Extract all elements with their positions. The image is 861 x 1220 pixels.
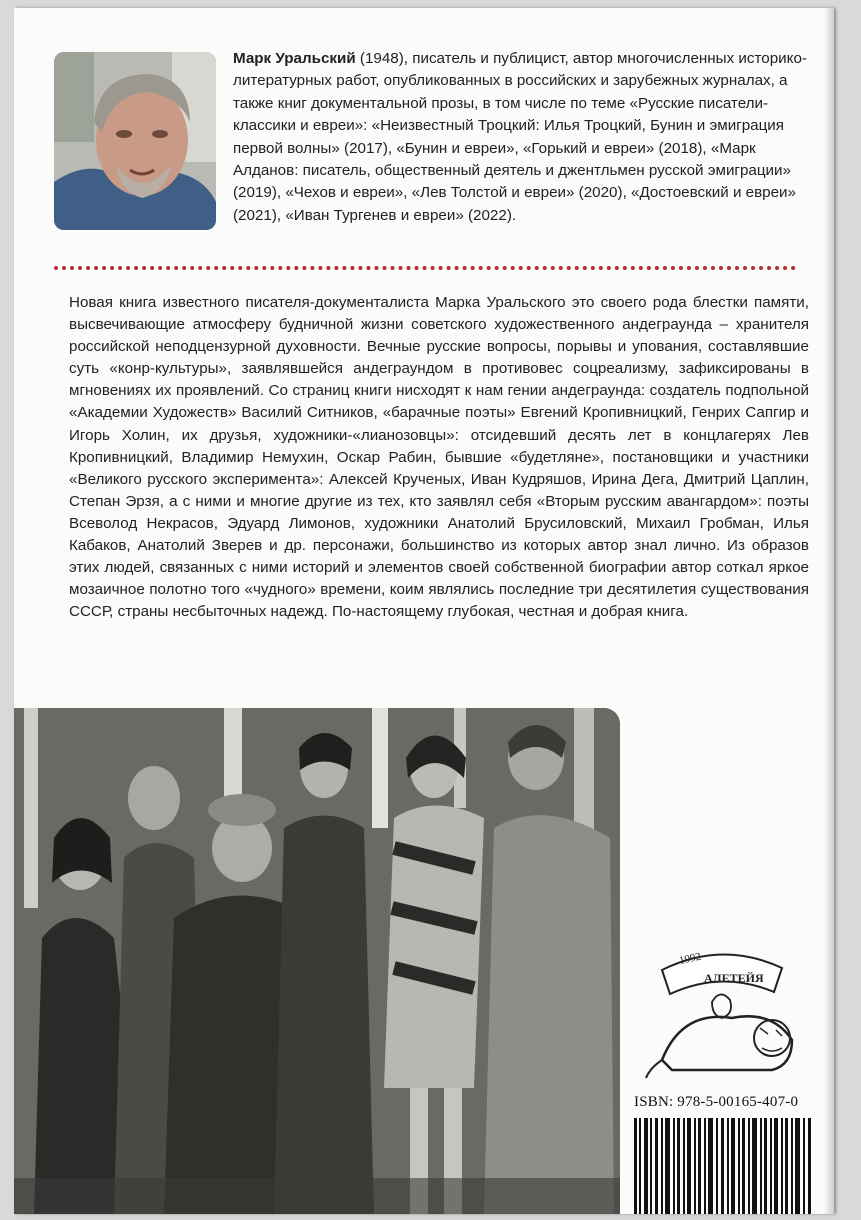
- barcode-icon: [634, 1118, 814, 1214]
- publisher-logo: [642, 940, 802, 1080]
- author-portrait-image: [54, 52, 216, 230]
- author-photo: [54, 52, 216, 230]
- group-photograph: [14, 708, 620, 1214]
- publisher-year: 1992: [678, 950, 703, 967]
- lion-cherub-icon: [642, 940, 802, 1080]
- isbn-label: ISBN: 978-5-00165-407-0: [634, 1094, 799, 1110]
- author-name: Марк Уральский: [233, 50, 356, 67]
- author-bio: [233, 48, 813, 227]
- author-bio-text: (1948), писатель и публицист, автор многочисленных историко-литературных работ, опубликованных в российских и зарубежных журналах, а также книг документальной прозы, в том числе по теме «Русские писатели-классики и евреи»: «Неизвестный Троцкий: Илья Троцкий, Бунин и эмиграция первой волны» (2017), «Бунин и евреи», «Горький и евреи» (2018), «Марк Алданов: писатель, общественный деятель и джентльмен русской эмиграции» (2019), «Чехов и евреи», «Лев Толстой и евреи» (2020), «Достоевский и евреи» (2021), «Иван Тургенев и евреи» (2022).: [233, 50, 807, 224]
- group-photo-image: [14, 708, 620, 1214]
- book-blurb: Новая книга известного писателя-документалиста Марка Уральского это своего рода блестки памяти, высвечивающие атмосферу будничной жизни советского художественного андеграунда – хранителя российской неподцензурной духовности. Вечные русские вопросы, порывы и упования, составлявшие суть «конр-культуры», заявлявшейся андеграундом в противовес соцреализму, зафиксированы в мгновениях их проявлений. Со страниц книги нисходят к нам гении андеграунда: создатель подпольной «Академии Художеств» Василий Ситников, «барачные поэты» Евгений Кропивницкий, Генрих Сапгир и Игорь Холин, их друзья, художники-«лианозовцы»: отсидевший десять лет в концлагерях Лев Кропивницкий, Владимир Немухин, Оскар Рабин, бывшие «будетляне», постановщики и участники «Великого русского эксперимента»: Алексей Крученых, Иван Кудряшов, Ирина Дега, Дмитрий Цаплин, Степан Эрзя, а с ними и многие другие из тех, кто заявлял себя «Вторым русским авангардом»: поэты Всеволод Некрасов, Эдуард Лимонов, художники Анатолий Брусиловский, Михаил Гробман, Илья Кабаков, Анатолий Зверев и др. персонажи, большинство из которых автор знал лично. Из образов этих людей, связанных с ними историй и элементов своей собственной биографии автор соткал яркое мозаичное полотно того «чудного» времени, коим являлись последние три десятилетия существования СССР, страны несбыточных надежд. По-настоящему глубокая, честная и добрая книга.: [69, 294, 809, 621]
- dotted-separator: [54, 266, 796, 270]
- book-back-cover: [14, 8, 834, 1214]
- publisher-name: АЛЕТЕЙЯ: [704, 971, 764, 985]
- barcode: [634, 1118, 814, 1214]
- spine-shadow: [824, 8, 834, 1214]
